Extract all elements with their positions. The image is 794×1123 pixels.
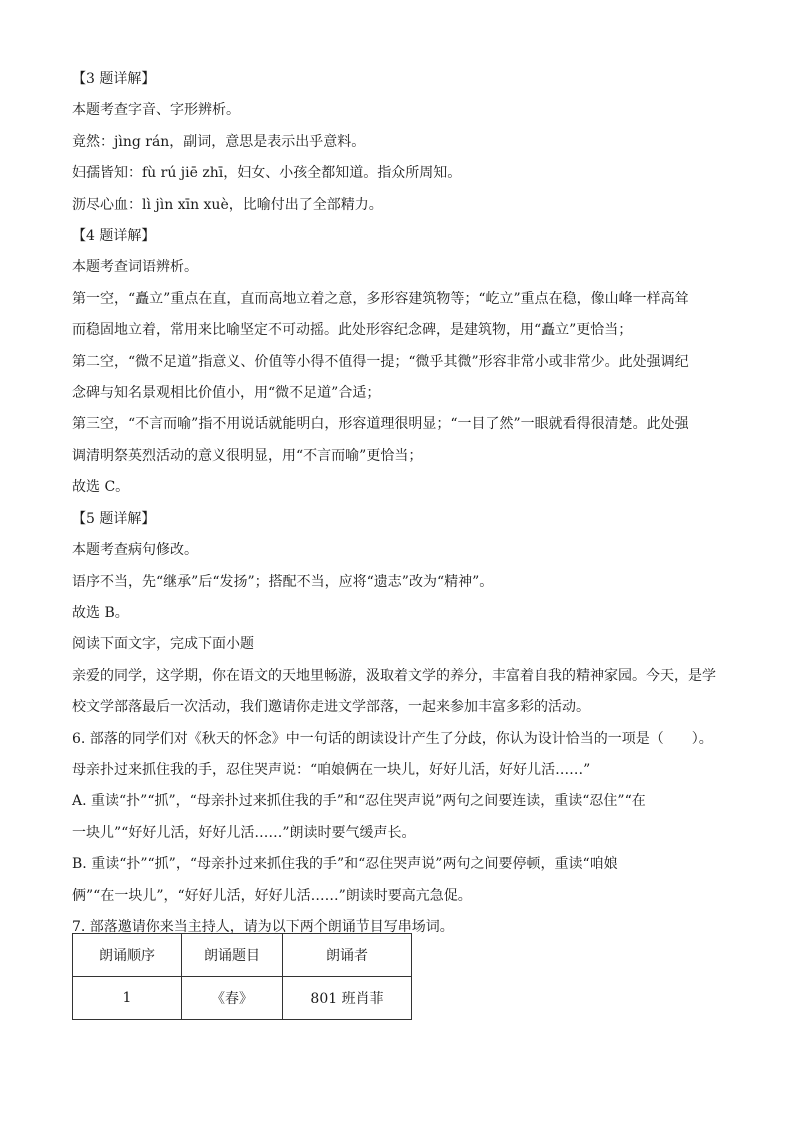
question-7-stem: 7. 部落邀请你来当主持人，请为以下两个朗诵节目写串场词。 (72, 918, 454, 935)
section-4-intro: 本题考查词语辨析。 (72, 259, 198, 276)
reading-para-line-1: 亲爱的同学，这学期，你在语文的天地里畅游，汲取着文学的养分，丰富着自我的精神家园。今天，是学 (72, 667, 716, 684)
section-5-detail: 语序不当，先“继承”后“发扬”；搭配不当，应将“遗志”改为“精神”。 (72, 573, 494, 590)
option-b-line-1: B. 重读“扑”“抓”，“母亲扑过来抓住我的手”和“忍住哭声说”两句之间要停顿，重读“咱娘 (72, 856, 618, 873)
section-5-intro: 本题考查病句修改。 (72, 542, 198, 559)
section-4-p1-line-1: 第一空，“矗立”重点在直，直而高地立着之意，多形容建筑物等；“屹立”重点在稳，像山峰一样高耸 (72, 290, 689, 307)
option-a-line-1: A. 重读“扑”“抓”，“母亲扑过来抓住我的手”和“忍住哭声说”两句之间要连读，重读“忍住”“在 (72, 793, 646, 810)
document-page (72, 64, 724, 943)
recitation-table (72, 933, 412, 1020)
section-5-heading: 【5 题详解】 (72, 510, 156, 527)
option-b-line-2: 俩”“在一块儿”，“好好儿活，好好儿活……”朗读时要高亢急促。 (72, 887, 472, 904)
table-header-reciter: 朗诵者 (283, 934, 412, 977)
table-header-row (73, 934, 412, 977)
reading-instruction: 阅读下面文字，完成下面小题 (72, 636, 254, 653)
table-cell-title: 《春》 (182, 977, 283, 1020)
section-3-item-2: 妇孺皆知：fù rú jiē zhī，妇女、小孩全都知道。指众所周知。 (72, 165, 462, 182)
section-3-item-3: 沥尽心血：lì jìn xīn xuè，比喻付出了全部精力。 (72, 196, 383, 213)
section-3-heading: 【3 题详解】 (72, 71, 156, 87)
table-header-order: 朗诵顺序 (73, 934, 182, 977)
section-4-answer: 故选 C。 (72, 479, 130, 496)
section-4-p2-line-1: 第二空，“微不足道”指意义、价值等小得不值得一提；“微乎其微”形容非常小或非常少。此处强调纪 (72, 353, 689, 370)
table-cell-order: 1 (73, 977, 182, 1020)
table-row (73, 977, 412, 1020)
option-a-line-2: 一块儿”“好好儿活，好好儿活……”朗读时要气缓声长。 (72, 824, 416, 841)
table-header-title: 朗诵题目 (182, 934, 283, 977)
section-4-heading: 【4 题详解】 (72, 228, 156, 245)
question-6-stem: 6. 部落的同学们对《秋天的怀念》中一句话的朗读设计产生了分歧，你认为设计恰当的一项是（ ）。 (72, 730, 713, 747)
section-4-p1-line-2: 而稳固地立着，常用来比喻坚定不可动摇。此处形容纪念碑，是建筑物，用“矗立”更恰当； (72, 322, 633, 339)
section-4-p3-line-1: 第三空，“不言而喻”指不用说话就能明白，形容道理很明显；“一目了然”一眼就看得很清楚。此处强 (72, 416, 689, 433)
section-3-intro: 本题考查字音、字形辨析。 (72, 102, 240, 119)
section-4-p3-line-2: 调清明祭英烈活动的意义很明显，用“不言而喻”更恰当； (72, 447, 423, 464)
section-3-item-1: 竟然：jìng rán，副词，意思是表示出乎意料。 (72, 133, 366, 150)
section-4-p2-line-2: 念碑与知名景观相比价值小，用“微不足道”合适； (72, 385, 381, 402)
reading-para-line-2: 校文学部落最后一次活动，我们邀请你走进文学部落，一起来参加丰富多彩的活动。 (72, 699, 590, 716)
table-cell-reciter: 801 班肖菲 (283, 977, 412, 1020)
section-5-answer: 故选 B。 (72, 604, 129, 621)
question-6-quote: 母亲扑过来抓住我的手，忍住哭声说：“咱娘俩在一块儿，好好儿活，好好儿活……” (72, 761, 591, 778)
